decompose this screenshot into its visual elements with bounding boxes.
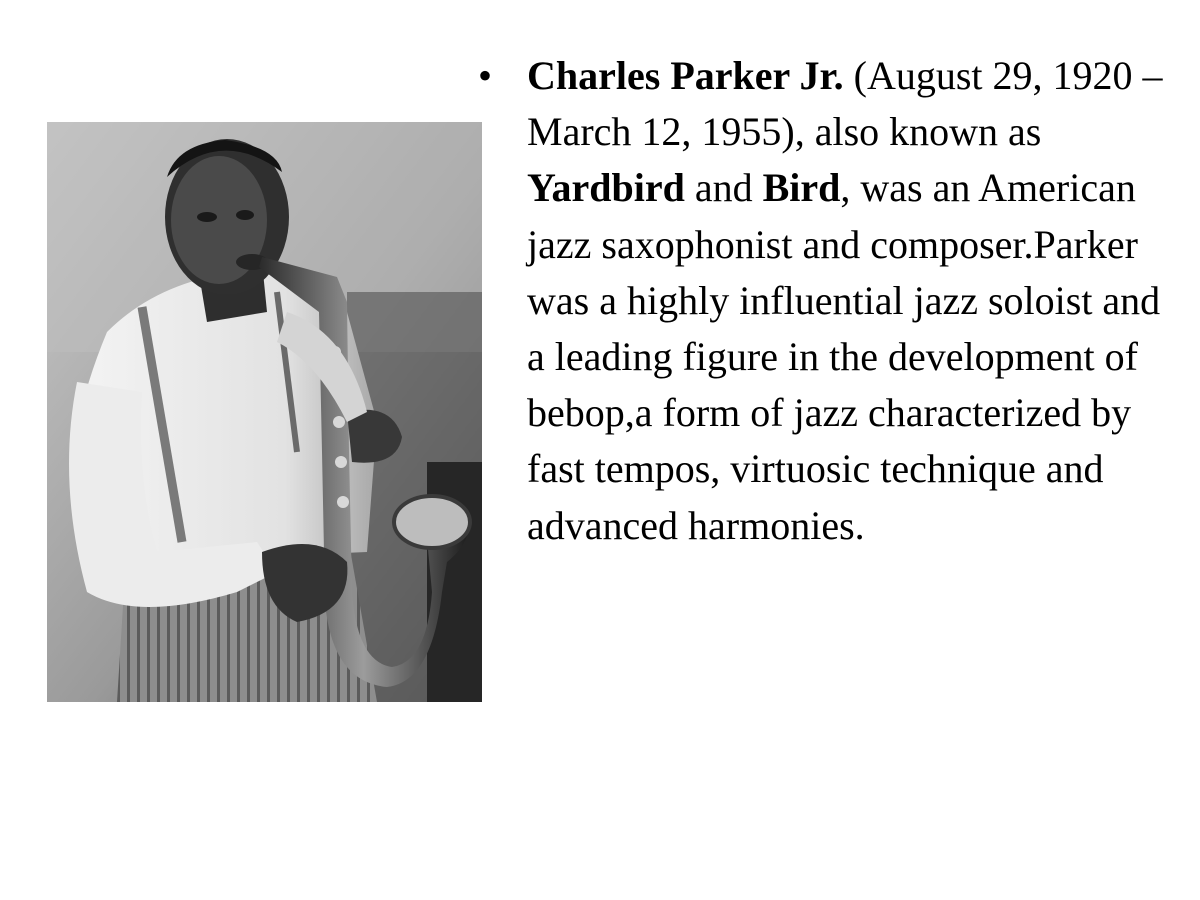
bullet-marker: • (478, 53, 493, 98)
bio-text-1: (August 29, 1920 – March 12, 1955), also known as (527, 53, 1163, 155)
bullet-text (527, 53, 1163, 548)
bullet-item (478, 48, 1184, 554)
alias-bird: Bird (762, 165, 841, 211)
alias-yardbird: Yardbird (527, 165, 685, 211)
saxophonist-photo (47, 122, 482, 702)
bio-text-2: and (684, 165, 763, 211)
bullet-list (478, 48, 1184, 554)
name-bold: Charles Parker Jr. (527, 53, 844, 98)
bio-text-3: , was an American jazz saxophonist and composer.Parker was a highly influential jazz soloist and a leading figure in the development of bebop,a form of jazz characterized by fast tempos, virtuosic technique and advanced harmonies. (527, 165, 1161, 548)
photo-drawing (47, 122, 482, 702)
